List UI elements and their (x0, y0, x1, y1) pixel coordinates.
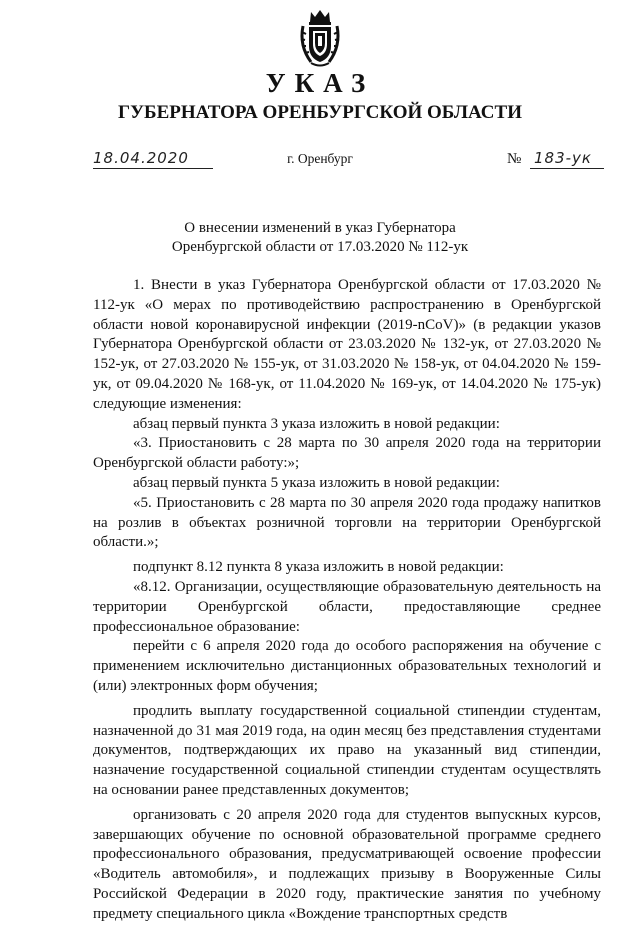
paragraph: абзац первый пункта 5 указа изложить в новой редакции: (133, 474, 500, 491)
document-body (93, 276, 601, 925)
paragraph: организовать с 20 апреля 2020 года для студентов выпускных курсов, завершающих обучение по основной образовательной программе среднего профессионального образования, предусматривающей освоение профессии «Водитель автомобиля», и подлежащих призыву в Вооруженные Силы Российской Федерации в 2020 году, практические занятия по учебному предмету специального цикла «Вождение транспортных средств (93, 806, 601, 922)
document-number: 183-ук (530, 148, 604, 169)
document-number-label: № (507, 151, 522, 167)
heading-line: Оренбургской области от 17.03.2020 № 112-ук (171, 239, 469, 255)
paragraph: продлить выплату государственной социальной стипендии студентам, назначенной до 31 мая 2019 года, на один месяц без представления студентами документов, подтверждающих их право на указанный вид стипендии, назначение государственной социальной стипендии студентам осуществлять на основании ранее представленных документов; (93, 702, 601, 798)
document-title: УКАЗ (265, 68, 375, 98)
document-heading (0, 219, 640, 257)
paragraph: «3. Приостановить с 28 марта по 30 апреля 2020 года на территории Оренбургской области работу:»; (93, 435, 601, 472)
heading-line: О внесении изменений в указ Губернатора (184, 220, 456, 236)
document-date: 18.04.2020 (93, 148, 213, 169)
paragraph: «5. Приостановить с 28 марта по 30 апреля 2020 года продажу напитков на розлив в объектах розничной торговли на территории Оренбургской области.»; (93, 494, 601, 551)
paragraph: абзац первый пункта 3 указа изложить в новой редакции: (133, 415, 500, 432)
paragraph: «8.12. Организации, осуществляющие образовательную деятельность на территории Оренбургской области, предоставляющие среднее профессиональное образование: (93, 578, 601, 635)
document-subtitle: ГУБЕРНАТОРА ОРЕНБУРГСКОЙ ОБЛАСТИ (118, 102, 522, 123)
paragraph: подпункт 8.12 пункта 8 указа изложить в новой редакции: (133, 559, 504, 576)
document-city: г. Оренбург (287, 151, 353, 166)
coat-of-arms-emblem (297, 8, 343, 68)
paragraph: 1. Внести в указ Губернатора Оренбургской области от 17.03.2020 № 112-ук «О мерах по противодействию распространению в Оренбургской области новой коронавирусной инфекции (2019-nCoV)» (в редакции указов Губернатора Оренбургской области от 23.03.2020 № 132-ук, от 27.03.2020 № 152-ук, от 27.03.2020 № 155-ук, от 31.03.2020 № 158-ук, от 04.04.2020 № 159-ук, от 09.04.2020 № 168-ук, от 11.04.2020 № 169-ук, от 14.04.2020 № 175-ук) следующие изменения: (93, 277, 601, 412)
paragraph: перейти с 6 апреля 2020 года до особого распоряжения на обучение с применением исключительно дистанционных образовательных технологий и (или) электронных форм обучения; (93, 638, 601, 694)
